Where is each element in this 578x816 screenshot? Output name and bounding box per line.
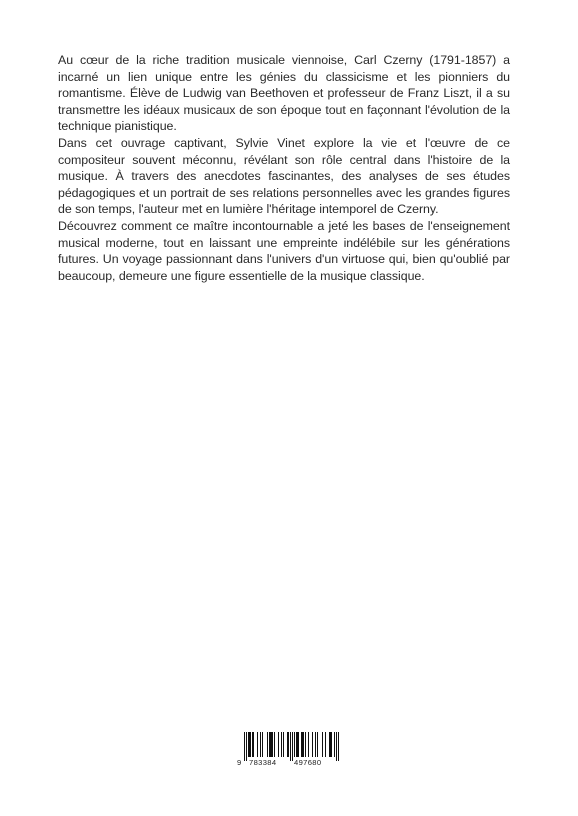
barcode-bar: [294, 732, 295, 757]
barcode-bar: [312, 732, 313, 757]
barcode-bar: [244, 732, 245, 761]
barcode-bar: [274, 732, 275, 757]
barcode-bar: [288, 732, 289, 757]
barcode-bar: [329, 732, 330, 757]
barcode-bar: [281, 732, 282, 757]
barcode-bar: [262, 732, 263, 757]
barcode-bar: [267, 732, 268, 757]
barcode-bar: [253, 732, 254, 757]
barcode-bar: [250, 732, 251, 757]
barcode-bar: [297, 732, 298, 757]
barcode-bar: [298, 732, 299, 757]
barcode-bar: [292, 732, 293, 761]
barcode-bar: [322, 732, 323, 757]
barcode-bar: [278, 732, 279, 757]
barcode-bar: [334, 732, 335, 757]
barcode-bar: [330, 732, 331, 757]
barcode-bar: [272, 732, 273, 757]
barcode-right-group: 497680: [294, 758, 322, 767]
barcode-first-digit: 9: [237, 758, 242, 767]
barcode-bar: [336, 732, 337, 761]
barcode-bar: [308, 732, 309, 757]
barcode-bar: [252, 732, 253, 757]
barcode-bar: [302, 732, 303, 757]
barcode-bar: [260, 732, 261, 757]
barcode-bar: [271, 732, 272, 757]
barcode-left-group: 783384: [249, 758, 277, 767]
barcode-bar: [315, 732, 316, 757]
barcode-bar: [331, 732, 332, 757]
barcode-bar: [303, 732, 304, 757]
blurb-paragraph-3: Découvrez comment ce maître incontournable a jeté les bases de l'enseignement musical moderne, tout en laissant une empreinte indélébile sur les générations futures. Un voyage passionnant dans l'univers d'un virtuose qui, bien qu'oublié par beaucoup, demeure une figure essentielle de la musique classique.: [58, 218, 510, 283]
barcode-bar: [305, 732, 306, 757]
barcode-bar: [270, 732, 271, 757]
barcode-bar: [248, 732, 249, 757]
isbn-barcode: [234, 732, 344, 766]
barcode-bar: [317, 732, 318, 757]
back-cover-blurb: [58, 52, 510, 284]
barcode-bar: [296, 732, 297, 757]
barcode-bar: [269, 732, 270, 757]
blurb-paragraph-2: Dans cet ouvrage captivant, Sylvie Vinet explore la vie et l'œuvre de ce compositeur souvent méconnu, révélant son rôle central dans l'histoire de la musique. À travers des anecdotes fascinantes, des analyses de ses études pédagogiques et un portrait de ses relations personnelles avec les grandes figures de son temps, l'auteur met en lumière l'héritage intemporel de Czerny.: [58, 135, 510, 217]
blurb-paragraph-1: Au cœur de la riche tradition musicale viennoise, Carl Czerny (1791-1857) a incarné un lien unique entre les génies du classicisme et les pionniers du romantisme. Élève de Ludwig van Beethoven et professeur de Franz Liszt, il a su transmettre les idéaux musicaux de son époque tout en façonnant l'évolution de la technique pianistique.: [58, 53, 510, 134]
barcode-bar: [287, 732, 288, 757]
barcode-bar: [325, 732, 326, 757]
barcode-bar: [290, 732, 291, 761]
barcode-bar: [257, 732, 258, 757]
barcode-bar: [338, 732, 339, 761]
barcode-digits: [234, 758, 344, 767]
barcode-bar: [301, 732, 302, 757]
barcode-bar: [283, 732, 284, 757]
barcode-bar: [246, 732, 247, 761]
barcode-bar: [249, 732, 250, 757]
